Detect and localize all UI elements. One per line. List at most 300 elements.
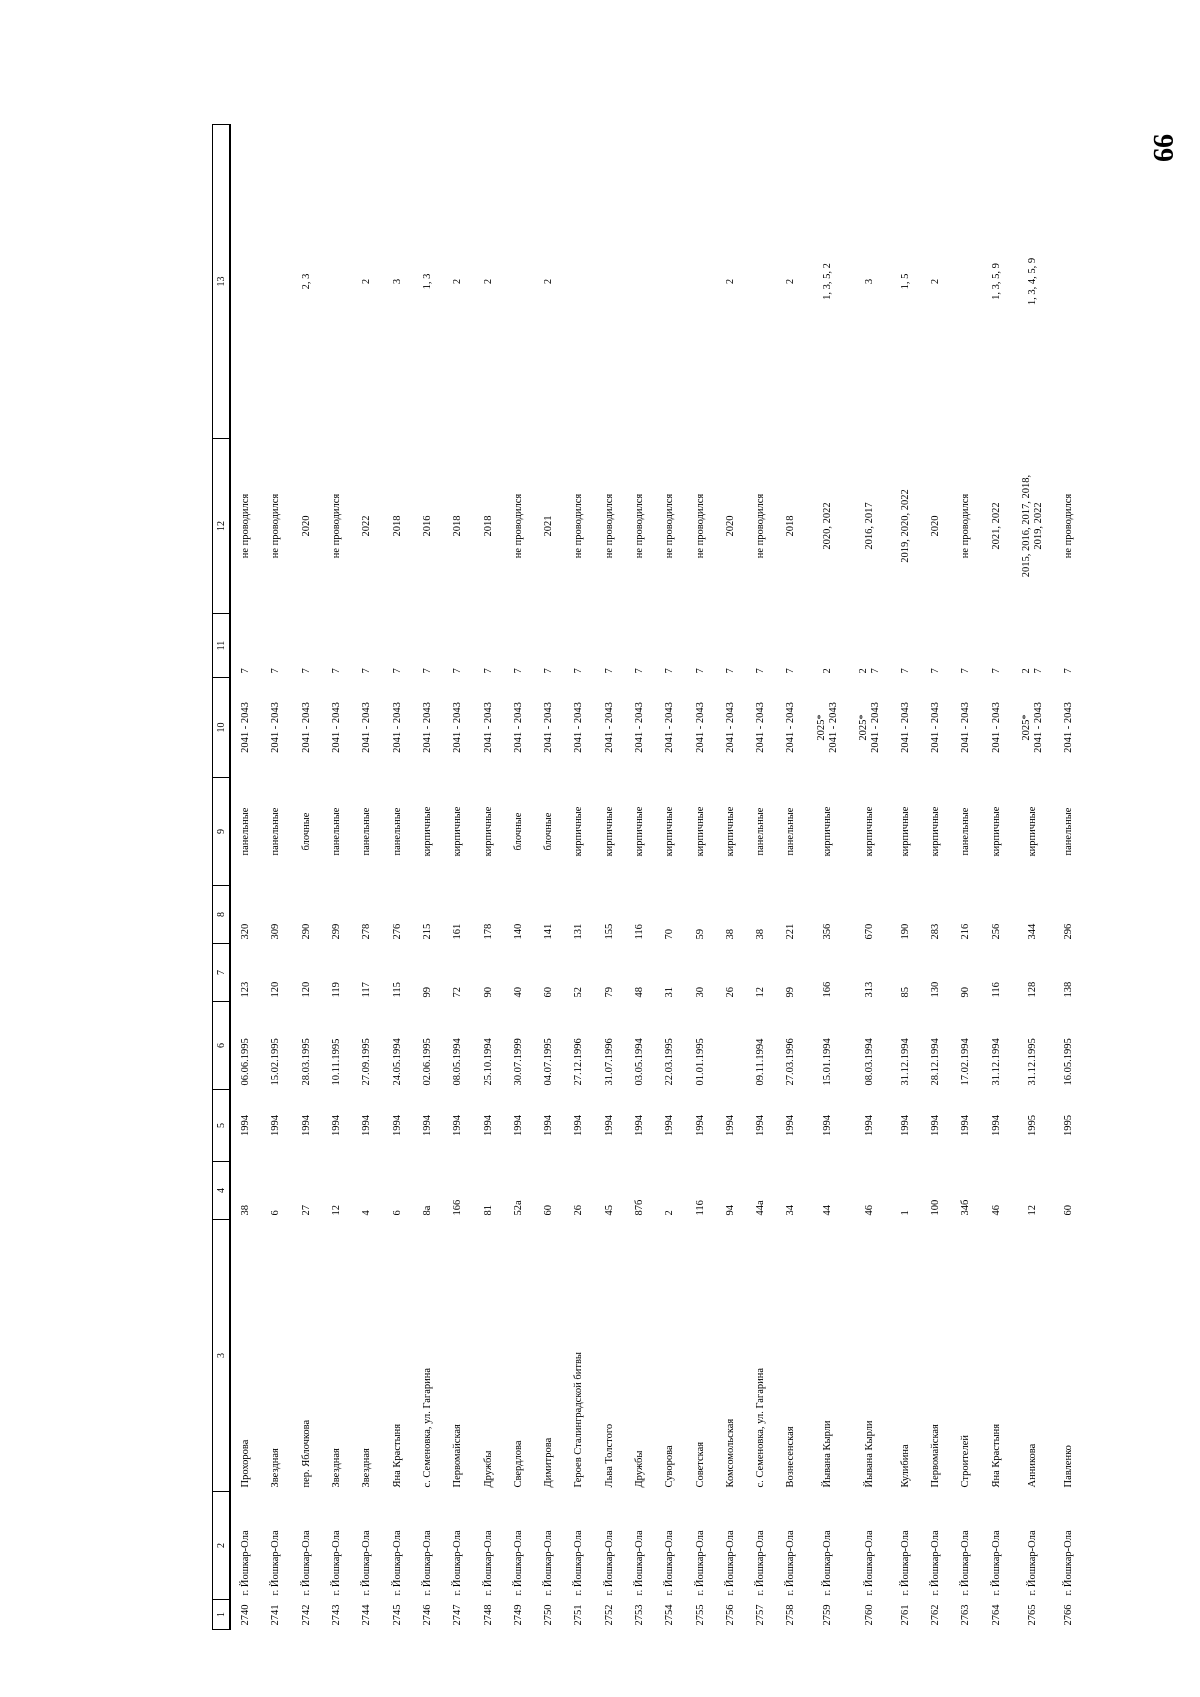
cell-row-number: 2757	[755, 1604, 767, 1626]
table-row	[685, 125, 715, 1630]
cell-date: 27.09.1995	[361, 1038, 373, 1086]
cell-row-number: 2764	[990, 1604, 1002, 1626]
cell-value-8: 309	[270, 923, 282, 940]
cell-house-number: 27	[300, 1205, 312, 1216]
cell-wall-material: кирпичные	[724, 806, 736, 857]
cell-wall-material: панельные	[361, 807, 373, 856]
cell-value-11: 7	[990, 668, 1002, 674]
cell-year: 1994	[755, 1115, 767, 1136]
cell-wall-material: кирпичные	[634, 806, 645, 857]
cell-value-11: 7	[240, 668, 252, 674]
cell-value-8: 141	[543, 923, 555, 940]
cell-period: 2041 - 2043	[899, 702, 911, 753]
cell-value-8: 278	[361, 923, 373, 940]
cell-value-8: 190	[899, 923, 911, 940]
cell-work-codes: 2	[724, 278, 736, 285]
cell-wall-material: панельные	[391, 807, 403, 856]
cell-value-7: 30	[694, 987, 706, 998]
cell-period: 2041 - 2043	[300, 702, 312, 753]
cell-row-number: 2743	[331, 1604, 343, 1626]
cell-value-11: 2 7	[857, 668, 881, 674]
cell-house-number: 2	[664, 1210, 676, 1216]
cell-year: 1994	[821, 1115, 833, 1136]
cell-house-number: 34	[785, 1205, 797, 1216]
cell-city: г. Йошкар-Ола	[482, 1530, 494, 1596]
cell-house-number: 100	[930, 1199, 942, 1216]
cell-house-number: 81	[482, 1205, 494, 1216]
column-header-1: 1	[213, 1600, 231, 1630]
cell-street: с. Семеновка, ул. Гагарина	[421, 1367, 433, 1488]
cell-city: г. Йошкар-Ола	[1062, 1530, 1074, 1596]
cell-value-7: 99	[785, 987, 797, 998]
column-header-10: 10	[213, 678, 231, 778]
cell-year: 1994	[452, 1115, 464, 1136]
cell-year: 1994	[785, 1115, 797, 1136]
table-row	[261, 125, 291, 1630]
cell-value-11: 7	[1062, 668, 1074, 674]
cell-city: г. Йошкар-Ола	[821, 1530, 833, 1596]
cell-value-11: 7	[755, 668, 767, 674]
cell-wall-material: блочные	[543, 812, 555, 851]
cell-period: 2041 - 2043	[785, 702, 797, 753]
cell-date: 27.12.1996	[573, 1038, 585, 1086]
cell-repair-years: не проводился	[512, 493, 524, 559]
cell-date: 09.11.1994	[755, 1038, 767, 1086]
cell-period: 2041 - 2043	[240, 702, 252, 753]
cell-work-codes: 1, 3, 4, 5, 9	[1026, 257, 1038, 306]
cell-year: 1994	[512, 1115, 524, 1136]
cell-street: пер. Яблочкова	[300, 1419, 312, 1488]
register-table	[212, 124, 1084, 1630]
column-header-4: 4	[213, 1162, 231, 1220]
cell-wall-material: кирпичные	[603, 806, 615, 857]
cell-house-number: 1	[899, 1210, 911, 1216]
cell-period: 2025* 2041 - 2043	[857, 702, 881, 753]
cell-value-7: 90	[482, 987, 494, 998]
cell-value-8: 299	[331, 923, 343, 940]
table-row	[564, 125, 594, 1630]
cell-value-8: 59	[694, 929, 706, 940]
cell-house-number: 8а	[421, 1205, 433, 1216]
cell-work-codes: 3	[863, 278, 875, 285]
cell-house-number: 34б	[960, 1199, 972, 1216]
cell-work-codes	[746, 125, 776, 439]
cell-year: 1994	[421, 1115, 433, 1136]
cell-value-7: 138	[1062, 981, 1074, 998]
cell-value-11: 7	[573, 668, 585, 674]
cell-value-7: 40	[512, 987, 524, 998]
cell-work-codes: 2	[482, 278, 494, 285]
table-body	[230, 125, 1084, 1630]
cell-city: г. Йошкар-Ола	[270, 1530, 282, 1596]
cell-date: 08.05.1994	[452, 1038, 464, 1086]
cell-wall-material: кирпичные	[421, 806, 433, 857]
cell-value-11: 7	[331, 668, 343, 674]
cell-date: 04.07.1995	[543, 1038, 555, 1086]
cell-row-number: 2749	[512, 1604, 524, 1626]
cell-value-8: 296	[1062, 923, 1074, 940]
cell-city: г. Йошкар-Ола	[543, 1530, 555, 1596]
table-row	[292, 125, 322, 1630]
cell-house-number: 26	[573, 1205, 585, 1216]
cell-date: 24.05.1994	[391, 1038, 403, 1086]
rotated-table-container	[212, 125, 1074, 1630]
column-header-12: 12	[213, 439, 231, 614]
cell-value-11: 7	[603, 668, 615, 674]
cell-work-codes: 1, 5	[899, 273, 911, 290]
cell-city: г. Йошкар-Ола	[664, 1530, 676, 1596]
cell-value-8: 131	[573, 923, 585, 940]
cell-city: г. Йошкар-Ола	[694, 1530, 706, 1596]
cell-period: 2041 - 2043	[573, 702, 585, 753]
cell-repair-years: не проводился	[240, 493, 252, 559]
cell-street: Строителей	[960, 1435, 972, 1488]
cell-year: 1994	[270, 1115, 282, 1136]
cell-date: 28.03.1995	[300, 1038, 312, 1086]
cell-row-number: 2747	[452, 1604, 464, 1626]
cell-street: Звездная	[361, 1448, 373, 1488]
cell-row-number: 2741	[270, 1604, 282, 1626]
cell-value-8: 116	[634, 924, 645, 940]
cell-date: 08.03.1994	[863, 1038, 875, 1086]
cell-house-number: 38	[240, 1205, 252, 1216]
cell-period: 2025* 2041 - 2043	[1020, 702, 1044, 753]
cell-wall-material: панельные	[331, 807, 343, 856]
cell-date: 31.07.1996	[603, 1038, 615, 1086]
cell-value-11: 7	[512, 668, 524, 674]
cell-wall-material: кирпичные	[482, 806, 494, 857]
cell-wall-material: кирпичные	[694, 806, 706, 857]
cell-value-11: 2 7	[1020, 668, 1044, 674]
cell-year: 1994	[603, 1115, 615, 1136]
cell-row-number: 2760	[863, 1604, 875, 1626]
cell-repair-years: 2020, 2022	[821, 502, 833, 550]
cell-city: г. Йошкар-Ола	[573, 1530, 585, 1596]
cell-period: 2025* 2041 - 2043	[815, 702, 839, 753]
cell-city: г. Йошкар-Ола	[755, 1530, 767, 1596]
cell-value-11: 7	[724, 668, 736, 674]
cell-city: г. Йошкар-Ола	[863, 1530, 875, 1596]
table-row	[951, 125, 981, 1630]
cell-repair-years: не проводился	[664, 493, 676, 559]
cell-street: Звездная	[331, 1448, 343, 1488]
cell-house-number: 46	[863, 1205, 875, 1216]
cell-year: 1994	[573, 1115, 585, 1136]
cell-work-codes	[951, 125, 981, 439]
cell-value-7: 120	[300, 981, 312, 998]
table-row	[382, 125, 412, 1630]
cell-street: Первомайская	[452, 1424, 464, 1488]
table-row	[595, 125, 625, 1630]
cell-value-11: 2	[821, 668, 833, 674]
cell-work-codes: 3	[391, 278, 403, 285]
cell-work-codes	[504, 125, 534, 439]
cell-house-number: 6	[270, 1210, 282, 1216]
cell-value-8: 140	[512, 923, 524, 940]
cell-street: Йывана Кырли	[821, 1420, 833, 1488]
cell-period: 2041 - 2043	[452, 702, 464, 753]
cell-repair-years: 2018	[391, 515, 403, 537]
cell-wall-material: кирпичные	[899, 806, 911, 857]
cell-year: 1994	[240, 1115, 252, 1136]
cell-work-codes	[655, 125, 685, 439]
table-row	[473, 125, 503, 1630]
cell-work-codes: 2	[361, 278, 373, 285]
cell-period: 2041 - 2043	[331, 702, 343, 753]
cell-street: Яна Крастыня	[990, 1423, 1002, 1488]
table-row	[807, 125, 849, 1630]
cell-work-codes: 1, 3, 5, 9	[990, 263, 1002, 300]
cell-year: 1994	[863, 1115, 875, 1136]
cell-street: Дружбы	[482, 1450, 494, 1488]
cell-street: Суворова	[664, 1445, 676, 1488]
cell-period: 2041 - 2043	[724, 702, 736, 753]
cell-period: 2041 - 2043	[391, 702, 403, 753]
cell-wall-material: панельные	[755, 807, 767, 856]
cell-date: 10.11.1995	[331, 1038, 343, 1086]
cell-street: с. Семеновка, ул. Гагарина	[755, 1367, 767, 1488]
cell-value-7: 166	[821, 981, 833, 998]
cell-city: г. Йошкар-Ола	[240, 1530, 252, 1596]
cell-value-7: 31	[664, 987, 676, 998]
cell-street: Советская	[694, 1441, 706, 1488]
cell-date: 30.07.1999	[512, 1038, 524, 1086]
cell-house-number: 46	[990, 1205, 1002, 1216]
cell-period: 2041 - 2043	[755, 702, 767, 753]
cell-value-8: 215	[421, 923, 433, 940]
cell-value-8: 161	[452, 923, 464, 940]
cell-date: 15.02.1995	[270, 1038, 282, 1086]
cell-period: 2041 - 2043	[664, 702, 676, 753]
cell-repair-years: 2020	[930, 515, 942, 537]
cell-year: 1994	[391, 1115, 403, 1136]
cell-work-codes	[1054, 125, 1084, 439]
column-header-11: 11	[213, 614, 231, 678]
cell-street: Героев Сталинградской битвы	[573, 1352, 585, 1488]
cell-street: Первомайская	[930, 1424, 942, 1488]
cell-work-codes: 1, 3, 5, 2	[821, 263, 833, 300]
table-row	[891, 125, 921, 1630]
cell-street: Кулибина	[899, 1444, 911, 1488]
cell-value-7: 120	[270, 981, 282, 998]
cell-period: 2041 - 2043	[960, 702, 972, 753]
cell-wall-material: кирпичные	[1026, 806, 1038, 857]
cell-row-number: 2740	[240, 1604, 252, 1626]
cell-value-11: 7	[421, 668, 433, 674]
column-header-5: 5	[213, 1090, 231, 1162]
cell-work-codes	[595, 125, 625, 439]
header-row	[213, 125, 231, 1630]
cell-city: г. Йошкар-Ола	[1026, 1530, 1038, 1596]
cell-date: 25.10.1994	[482, 1038, 494, 1086]
cell-city: г. Йошкар-Ола	[421, 1530, 433, 1596]
cell-work-codes	[261, 125, 291, 439]
cell-work-codes: 2	[785, 278, 797, 285]
cell-date: 15.01.1994	[821, 1038, 833, 1086]
cell-year: 1994	[361, 1115, 373, 1136]
cell-value-8: 221	[785, 923, 797, 940]
column-header-9: 9	[213, 778, 231, 886]
cell-row-number: 2753	[634, 1604, 645, 1626]
cell-row-number: 2756	[724, 1604, 736, 1626]
table-row	[322, 125, 352, 1630]
cell-period: 2041 - 2043	[930, 702, 942, 753]
cell-street: Димитрова	[543, 1437, 555, 1488]
cell-value-11: 7	[270, 668, 282, 674]
cell-value-7: 130	[930, 981, 942, 998]
cell-house-number: 87б	[634, 1199, 645, 1216]
cell-house-number: 4	[361, 1210, 373, 1216]
cell-row-number: 2762	[930, 1604, 942, 1626]
cell-street: Свердлова	[512, 1440, 524, 1488]
cell-year: 1994	[899, 1115, 911, 1136]
cell-value-8: 256	[990, 923, 1002, 940]
cell-city: г. Йошкар-Ола	[361, 1530, 373, 1596]
table-row	[625, 125, 655, 1630]
cell-year: 1994	[300, 1115, 312, 1136]
cell-date: 17.02.1994	[960, 1038, 972, 1086]
cell-city: г. Йошкар-Ола	[930, 1530, 942, 1596]
table-row	[849, 125, 891, 1630]
cell-value-8: 155	[603, 923, 615, 940]
cell-value-7: 128	[1026, 981, 1038, 998]
cell-period: 2041 - 2043	[361, 702, 373, 753]
cell-date	[716, 1002, 746, 1090]
cell-street: Звездная	[270, 1448, 282, 1488]
cell-value-7: 119	[331, 982, 343, 998]
cell-value-11: 7	[930, 668, 942, 674]
cell-value-8: 290	[300, 923, 312, 940]
column-header-13: 13	[213, 125, 231, 439]
cell-wall-material: кирпичные	[930, 806, 942, 857]
cell-value-8: 178	[482, 923, 494, 940]
cell-value-11: 7	[482, 668, 494, 674]
cell-city: г. Йошкар-Ола	[724, 1530, 736, 1596]
cell-year: 1994	[930, 1115, 942, 1136]
cell-date: 16.05.1995	[1062, 1038, 1074, 1086]
cell-year: 1995	[1062, 1115, 1074, 1136]
column-header-6: 6	[213, 1002, 231, 1090]
cell-value-11: 7	[899, 668, 911, 674]
cell-value-11: 7	[960, 668, 972, 674]
cell-row-number: 2754	[664, 1604, 676, 1626]
cell-repair-years: не проводился	[270, 493, 282, 559]
cell-street: Льва Толстого	[603, 1423, 615, 1488]
cell-wall-material: панельные	[960, 807, 972, 856]
cell-value-7: 48	[634, 987, 645, 998]
cell-period: 2041 - 2043	[634, 702, 645, 753]
cell-row-number: 2766	[1062, 1604, 1074, 1626]
cell-city: г. Йошкар-Ола	[300, 1530, 312, 1596]
cell-year: 1994	[694, 1115, 706, 1136]
table-row	[1012, 125, 1054, 1630]
cell-street: Дружбы	[634, 1450, 645, 1488]
cell-repair-years: не проводился	[331, 493, 343, 559]
column-header-8: 8	[213, 886, 231, 944]
cell-city: г. Йошкар-Ола	[960, 1530, 972, 1596]
cell-row-number: 2763	[960, 1604, 972, 1626]
cell-repair-years: 2022	[361, 515, 373, 537]
cell-year: 1994	[664, 1115, 676, 1136]
cell-street: Комсомольская	[724, 1418, 736, 1488]
cell-value-8: 320	[240, 923, 252, 940]
cell-street: Прохорова	[240, 1439, 252, 1488]
cell-date: 02.06.1995	[421, 1038, 433, 1086]
cell-work-codes	[564, 125, 594, 439]
cell-date: 01.01.1995	[694, 1038, 706, 1086]
cell-house-number: 44	[821, 1205, 833, 1216]
column-header-2: 2	[213, 1492, 231, 1600]
cell-value-7: 115	[391, 982, 403, 998]
cell-value-7: 26	[724, 987, 736, 998]
table-row	[230, 125, 261, 1630]
cell-year: 1994	[724, 1115, 736, 1136]
cell-year: 1994	[543, 1115, 555, 1136]
table-row	[352, 125, 382, 1630]
cell-repair-years: не проводился	[573, 493, 585, 559]
table-row	[921, 125, 951, 1630]
cell-house-number: 52а	[512, 1200, 524, 1216]
cell-street: Яна Крастыня	[391, 1423, 403, 1488]
cell-period: 2041 - 2043	[543, 702, 555, 753]
cell-value-8: 276	[391, 923, 403, 940]
cell-row-number: 2765	[1026, 1604, 1038, 1626]
cell-repair-years: 2020	[300, 515, 312, 537]
table-row	[443, 125, 473, 1630]
table-row	[655, 125, 685, 1630]
cell-value-7: 90	[960, 987, 972, 998]
cell-street: Вознесенская	[785, 1426, 797, 1488]
cell-row-number: 2759	[821, 1604, 833, 1626]
cell-year: 1994	[331, 1115, 343, 1136]
cell-value-8: 216	[960, 923, 972, 940]
cell-street: Йывана Кырли	[863, 1420, 875, 1488]
cell-date: 06.06.1995	[240, 1038, 252, 1086]
cell-wall-material: панельные	[1062, 807, 1074, 856]
cell-street: Анникова	[1026, 1443, 1038, 1488]
cell-wall-material: кирпичные	[863, 806, 875, 857]
cell-work-codes	[625, 125, 655, 439]
cell-value-7: 12	[755, 987, 767, 998]
cell-year: 1994	[634, 1115, 645, 1136]
cell-value-7: 117	[361, 982, 373, 998]
cell-period: 2041 - 2043	[482, 702, 494, 753]
cell-repair-years: 2018	[482, 515, 494, 537]
cell-row-number: 2746	[421, 1604, 433, 1626]
cell-work-codes: 2	[452, 278, 464, 285]
cell-date: 22.03.1995	[664, 1038, 676, 1086]
cell-repair-years: не проводился	[603, 493, 615, 559]
table-row	[776, 125, 806, 1630]
cell-city: г. Йошкар-Ола	[634, 1530, 645, 1596]
cell-wall-material: кирпичные	[664, 806, 676, 857]
cell-value-7: 60	[543, 987, 555, 998]
cell-wall-material: панельные	[240, 807, 252, 856]
cell-date: 31.12.1994	[990, 1038, 1002, 1086]
cell-row-number: 2751	[573, 1604, 585, 1626]
cell-repair-years: не проводился	[694, 493, 706, 559]
column-header-3: 3	[213, 1220, 231, 1492]
cell-row-number: 2758	[785, 1604, 797, 1626]
cell-date: 31.12.1994	[899, 1038, 911, 1086]
cell-wall-material: панельные	[270, 807, 282, 856]
cell-wall-material: кирпичные	[573, 806, 585, 857]
cell-period: 2041 - 2043	[270, 702, 282, 753]
cell-date: 03.05.1994	[634, 1038, 645, 1086]
cell-period: 2041 - 2043	[512, 702, 524, 753]
column-header-7: 7	[213, 944, 231, 1002]
cell-value-7: 123	[240, 981, 252, 998]
